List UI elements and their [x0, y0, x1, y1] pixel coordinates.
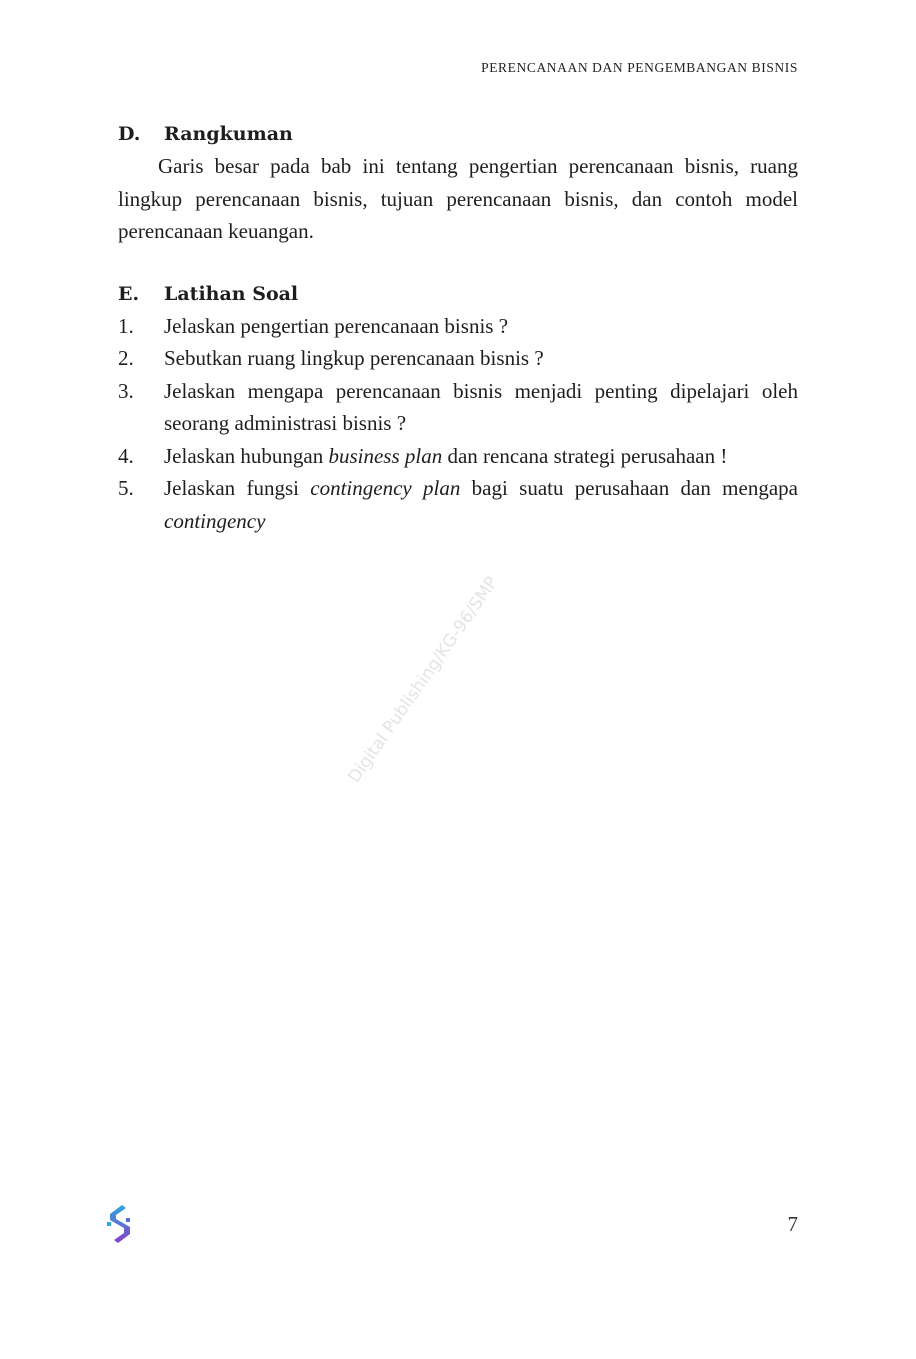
section-e-heading: [118, 278, 798, 310]
page-number: 7: [787, 1212, 798, 1236]
summary-paragraph: Garis besar pada bab ini tentang pengertian perencanaan bisnis, ruang lingkup perencanaan bisnis, tujuan perencanaan bisnis, dan contoh model perencanaan keuangan.: [118, 154, 798, 243]
publisher-s-logo-icon: [102, 1202, 136, 1246]
section-d-letter: D.: [118, 123, 141, 145]
question-number: 1.: [118, 313, 134, 338]
section-d-heading: [118, 118, 798, 150]
question-number: 2.: [118, 346, 134, 370]
section-e-letter: E.: [118, 282, 140, 305]
italic-term: business plan: [328, 443, 443, 468]
list-item: [118, 375, 798, 440]
italic-term: contingency plan: [310, 476, 461, 500]
question-number: 5.: [118, 476, 134, 500]
question-text: Jelaskan pengertian perencanaan bisnis ?: [164, 313, 509, 338]
section-d-title: Rangkuman: [164, 123, 293, 145]
question-text: Jelaskan fungsi contingency plan bagi suatu perusahaan dan mengapa contingency: [164, 476, 798, 533]
question-text: Jelaskan mengapa perencanaan bisnis menjadi penting dipelajari oleh seorang administrasi bisnis ?: [164, 378, 798, 435]
question-number: 3.: [118, 378, 134, 403]
section-e-title: Latihan Soal: [164, 282, 299, 305]
page-content: [118, 118, 798, 537]
list-item: [118, 472, 798, 537]
list-item: [118, 310, 798, 343]
list-item: [118, 440, 798, 473]
question-number: 4.: [118, 443, 134, 468]
question-text: Jelaskan hubungan business plan dan rencana strategi perusahaan !: [164, 443, 728, 468]
italic-term: contingency: [164, 508, 266, 533]
list-item: [118, 342, 798, 375]
running-header: PERENCANAAN DAN PENGEMBANGAN BISNIS: [481, 60, 798, 75]
exercise-list: [118, 310, 798, 538]
question-text: Sebutkan ruang lingkup perencanaan bisnis ?: [164, 346, 544, 370]
watermark-text: Digital Publishing/KG-96/SMP: [344, 573, 503, 787]
